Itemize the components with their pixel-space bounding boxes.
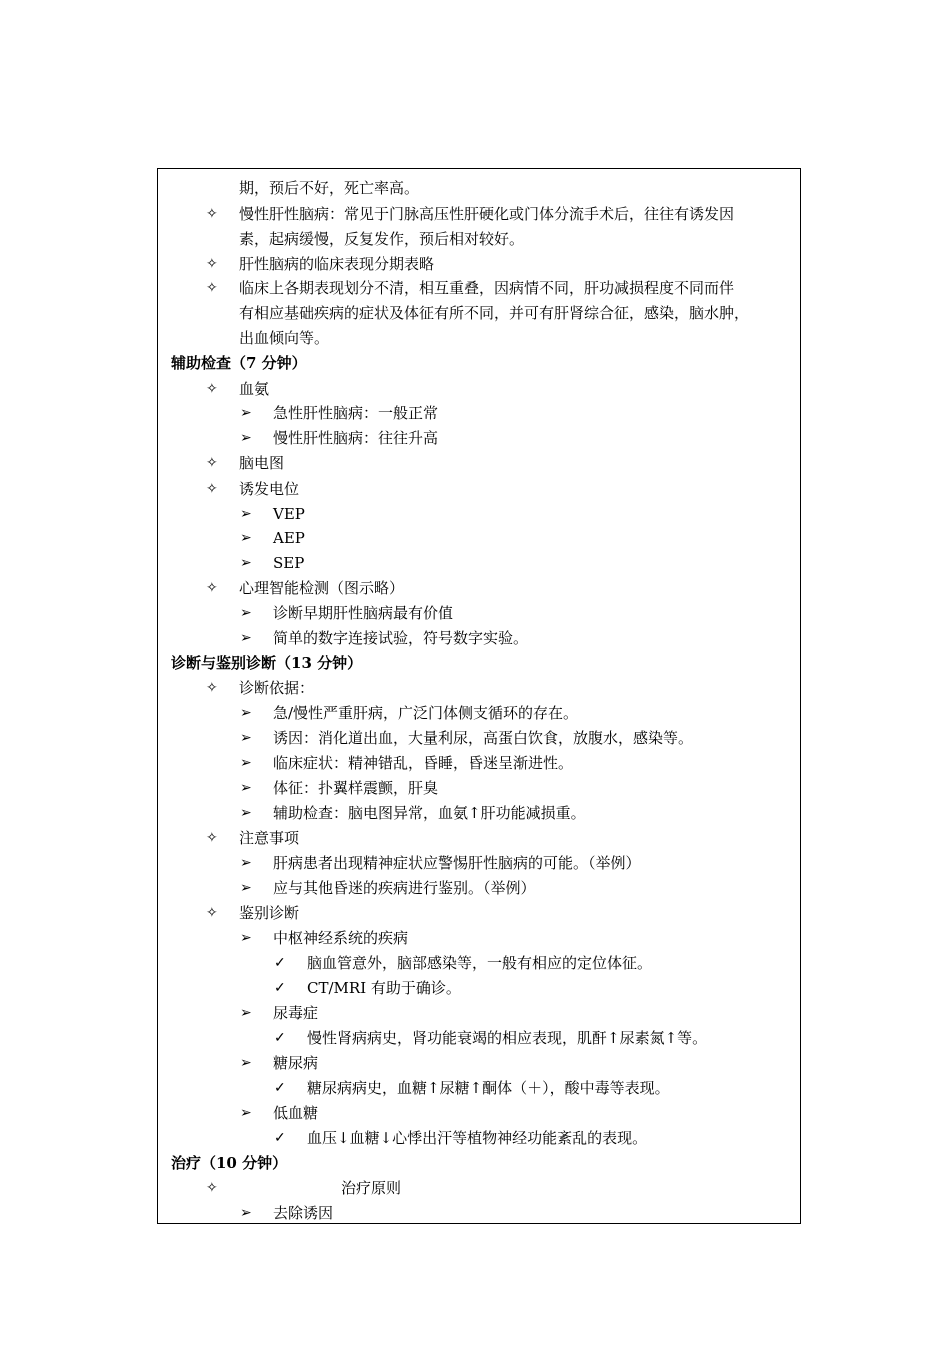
- arrow-bullet-icon: ➢: [240, 1005, 252, 1021]
- text-line: 脑电图: [239, 454, 285, 472]
- arrow-bullet-icon: ➢: [240, 1055, 252, 1071]
- text-line: 临床症状：精神错乱，昏睡，昏迷呈渐进性。: [273, 754, 574, 772]
- diamond-bullet-icon: ✧: [206, 580, 218, 596]
- text-line: 糖尿病: [273, 1054, 319, 1072]
- check-bullet-icon: ✓: [274, 980, 286, 996]
- section-heading: 治疗（10 分钟）: [171, 1154, 288, 1172]
- check-bullet-icon: ✓: [274, 1130, 286, 1146]
- text-line: 辅助检查：脑电图异常，血氨↑肝功能减损重。: [273, 804, 586, 822]
- arrow-bullet-icon: ➢: [240, 555, 252, 571]
- diamond-bullet-icon: ✧: [206, 1180, 218, 1196]
- arrow-bullet-icon: ➢: [240, 780, 252, 796]
- text-line: 血压↓血糖↓心悸出汗等植物神经功能紊乱的表现。: [307, 1129, 648, 1147]
- text-line: 急/慢性严重肝病，广泛门体侧支循环的存在。: [273, 704, 579, 722]
- section-heading: 诊断与鉴别诊断（13 分钟）: [171, 654, 363, 672]
- text-line: 血氨: [239, 380, 270, 398]
- text-line: 诱发电位: [239, 480, 300, 498]
- arrow-bullet-icon: ➢: [240, 430, 252, 446]
- text-line: 有相应基础疾病的症状及体征有所不同，并可有肝肾综合征，感染，脑水肿，: [239, 304, 750, 322]
- arrow-bullet-icon: ➢: [240, 805, 252, 821]
- text-line: 急性肝性脑病：一般正常: [273, 404, 439, 422]
- arrow-bullet-icon: ➢: [240, 755, 252, 771]
- diamond-bullet-icon: ✧: [206, 680, 218, 696]
- diamond-bullet-icon: ✧: [206, 905, 218, 921]
- text-line: 体征：扑翼样震颤，肝臭: [273, 779, 439, 797]
- arrow-bullet-icon: ➢: [240, 880, 252, 896]
- diamond-bullet-icon: ✧: [206, 381, 218, 397]
- text-line: 诱因：消化道出血，大量利尿，高蛋白饮食，放腹水，感染等。: [273, 729, 694, 747]
- text-line: 低血糖: [273, 1104, 319, 1122]
- arrow-bullet-icon: ➢: [240, 930, 252, 946]
- text-line: 应与其他昏迷的疾病进行鉴别。（举例）: [273, 879, 536, 897]
- text-line: 出血倾向等。: [239, 329, 330, 347]
- text-line: 诊断早期肝性脑病最有价值: [273, 604, 454, 622]
- diamond-bullet-icon: ✧: [206, 481, 218, 497]
- diamond-bullet-icon: ✧: [206, 830, 218, 846]
- text-line: 期，预后不好，死亡率高。: [239, 179, 420, 197]
- text-line: CT/MRI 有助于确诊。: [307, 979, 461, 997]
- arrow-bullet-icon: ➢: [240, 1205, 252, 1221]
- arrow-bullet-icon: ➢: [240, 530, 252, 546]
- arrow-bullet-icon: ➢: [240, 855, 252, 871]
- text-line: 简单的数字连接试验，符号数字实验。: [273, 629, 529, 647]
- arrow-bullet-icon: ➢: [240, 630, 252, 646]
- text-line: 临床上各期表现划分不清，相互重叠，因病情不同，肝功减损程度不同而伴: [239, 279, 735, 297]
- text-line: 脑血管意外，脑部感染等，一般有相应的定位体征。: [307, 954, 653, 972]
- arrow-bullet-icon: ➢: [240, 730, 252, 746]
- text-line: 心理智能检测（图示略）: [239, 579, 405, 597]
- text-line: 治疗原则: [341, 1179, 402, 1197]
- text-line: 糖尿病病史，血糖↑尿糖↑酮体（＋），酸中毒等表现。: [307, 1079, 670, 1097]
- diamond-bullet-icon: ✧: [206, 206, 218, 222]
- text-line: AEP: [273, 529, 305, 547]
- text-line: 去除诱因: [273, 1204, 334, 1222]
- text-line: VEP: [273, 505, 305, 523]
- text-line: 注意事项: [239, 829, 300, 847]
- section-heading: 辅助检查（7 分钟）: [171, 354, 307, 372]
- arrow-bullet-icon: ➢: [240, 1105, 252, 1121]
- check-bullet-icon: ✓: [274, 955, 286, 971]
- text-line: 肝性脑病的临床表现分期表略: [239, 255, 435, 273]
- arrow-bullet-icon: ➢: [240, 705, 252, 721]
- text-line: 诊断依据：: [239, 679, 315, 697]
- arrow-bullet-icon: ➢: [240, 605, 252, 621]
- text-line: 慢性肝性脑病：往往升高: [273, 429, 439, 447]
- text-line: 慢性肝性脑病：常见于门脉高压性肝硬化或门体分流手术后，往往有诱发因: [239, 205, 735, 223]
- text-line: 慢性肾病病史，肾功能衰竭的相应表现，肌酐↑尿素氮↑等。: [307, 1029, 708, 1047]
- check-bullet-icon: ✓: [274, 1030, 286, 1046]
- diamond-bullet-icon: ✧: [206, 280, 218, 296]
- text-line: SEP: [273, 554, 305, 572]
- text-line: 肝病患者出现精神症状应警惕肝性脑病的可能。（举例）: [273, 854, 641, 872]
- text-line: 中枢神经系统的疾病: [273, 929, 409, 947]
- text-line: 素，起病缓慢，反复发作，预后相对较好。: [239, 230, 525, 248]
- text-line: 尿毒症: [273, 1004, 319, 1022]
- arrow-bullet-icon: ➢: [240, 405, 252, 421]
- diamond-bullet-icon: ✧: [206, 256, 218, 272]
- diamond-bullet-icon: ✧: [206, 455, 218, 471]
- arrow-bullet-icon: ➢: [240, 506, 252, 522]
- text-line: 鉴别诊断: [239, 904, 300, 922]
- check-bullet-icon: ✓: [274, 1080, 286, 1096]
